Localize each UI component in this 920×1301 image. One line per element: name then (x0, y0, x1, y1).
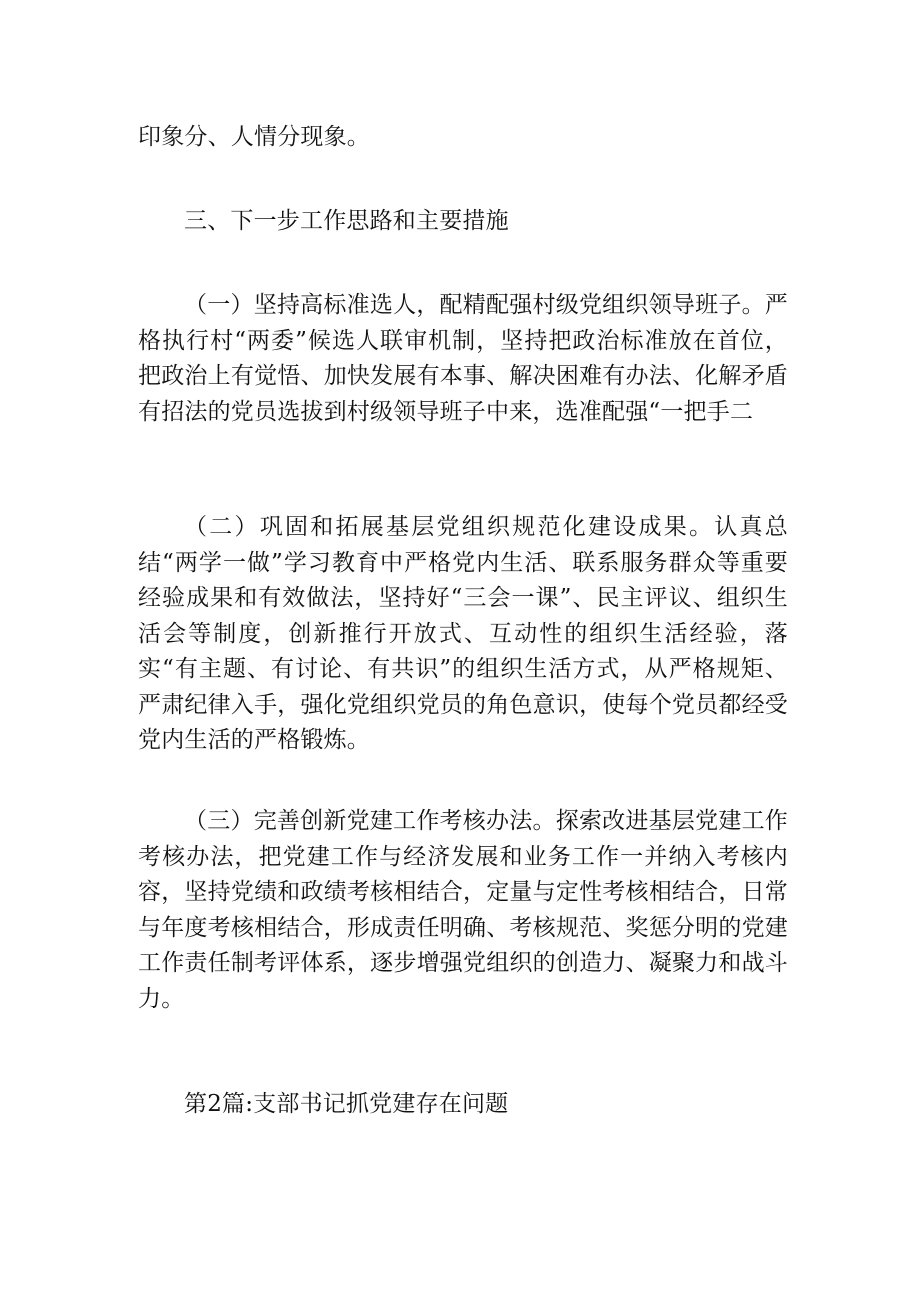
paragraph-measure-3: （三）完善创新党建工作考核办法。探索改进基层党建工作考核办法，把党建工作与经济发展和业务工作一并纳入考核内容，坚持党绩和政绩考核相结合，定量与定性考核相结合，日常与年度考核相结合，形成责任明确、考核规范、奖惩分明的党建工作责任制考评体系，逐步增强党组织的创造力、凝聚力和战斗力。 (138, 808, 788, 1012)
paragraph-measure-1: （一）坚持高标准选人，配精配强村级党组织领导班子。严格执行村“两委”候选人联审机制，坚持把政治标准放在首位，把政治上有觉悟、加快发展有本事、解决困难有办法、化解矛盾有招法的党员选拔到村级领导班子中来，选准配强“一把手二 (138, 292, 788, 425)
section-heading: 三、下一步工作思路和主要措施 (184, 208, 509, 234)
article-title: 第2篇:支部书记抓党建存在问题 (184, 1091, 509, 1117)
paragraph-measure-2: （二）巩固和拓展基层党组织规范化建设成果。认真总结“两学一做”学习教育中严格党内生活、联系服务群众等重要经验成果和有效做法，坚持好“三会一课”、民主评议、组织生活会等制度，创新推行开放式、互动性的组织生活经验，落实“有主题、有讨论、有共识”的组织生活方式，从严格规矩、严肃纪律入手，强化党组织党员的角色意识，使每个党员都经受党内生活的严格锻炼。 (138, 514, 788, 753)
paragraph-continuation: 印象分、人情分现象。 (138, 124, 370, 150)
